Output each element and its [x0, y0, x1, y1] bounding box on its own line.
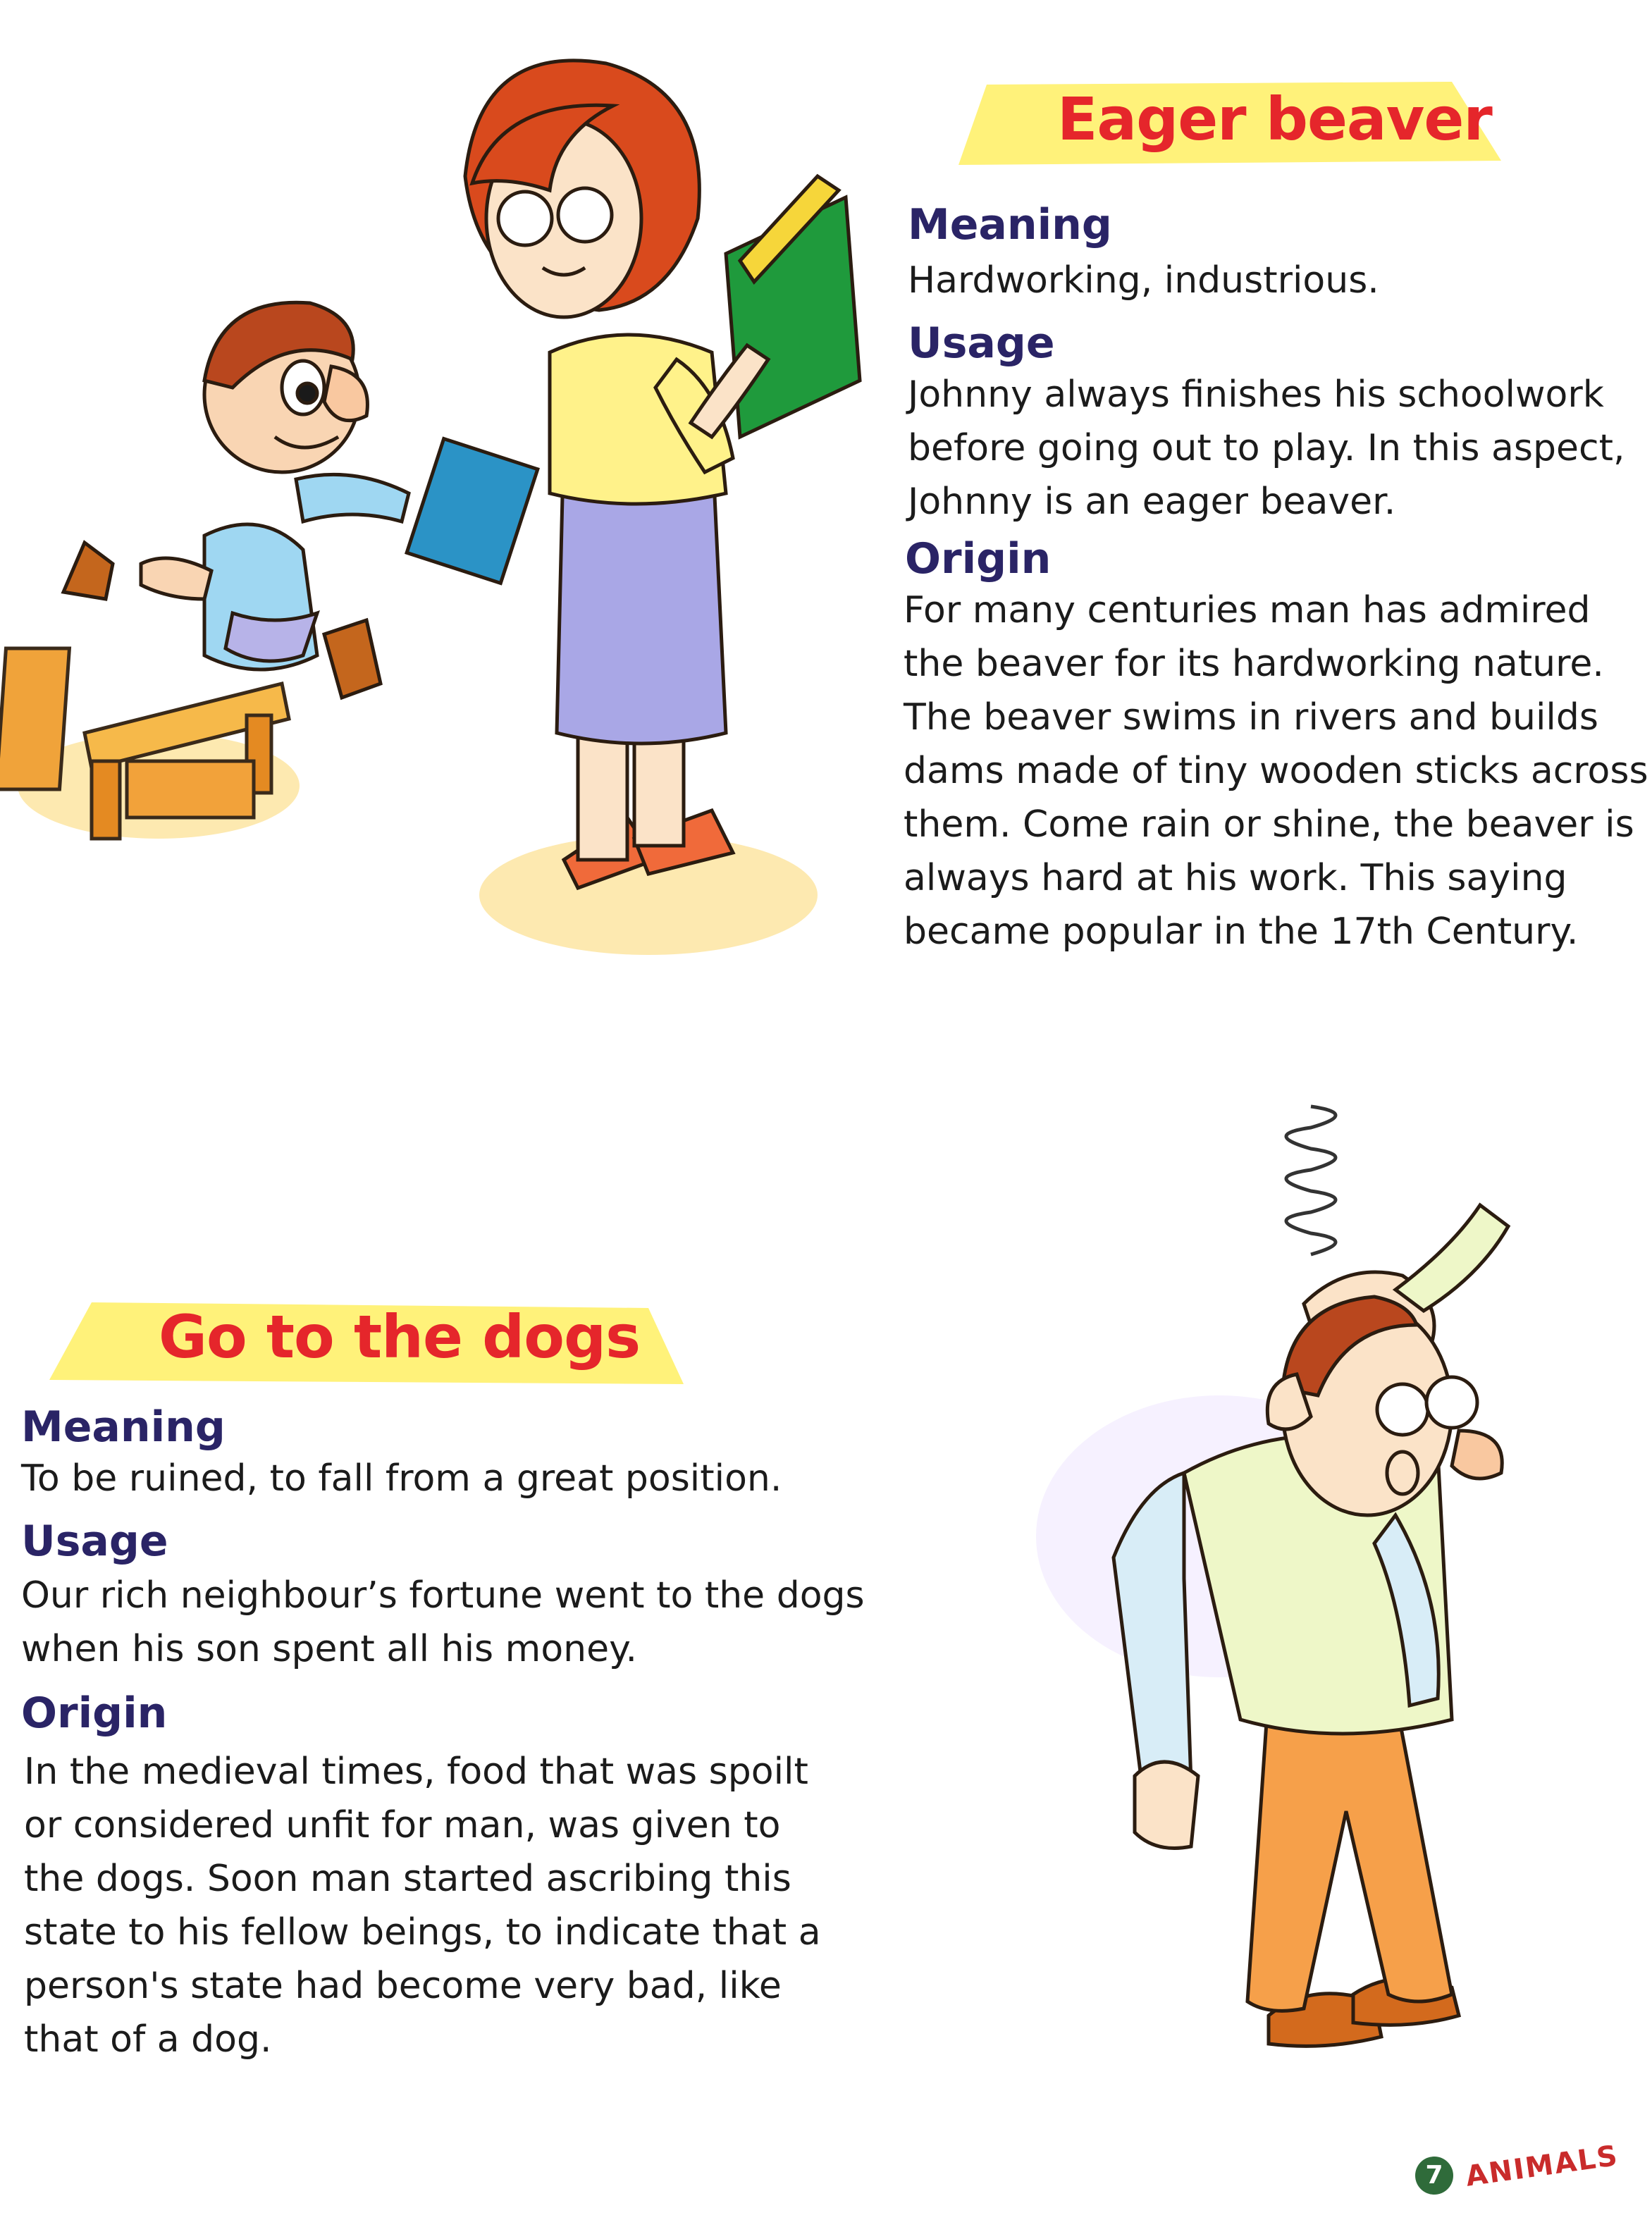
usage-line: when his son spent all his money. — [21, 1628, 637, 1670]
usage-heading-2: Usage — [21, 1517, 168, 1566]
page-number-badge — [1415, 2157, 1453, 2195]
page-number: 7 — [1425, 2161, 1443, 2190]
meaning-heading-2: Meaning — [21, 1402, 226, 1452]
origin-line: or considered unfit for man, was given to — [24, 1804, 781, 1846]
origin-line: that of a dog. — [24, 2018, 272, 2061]
origin-heading-2: Origin — [21, 1689, 168, 1738]
origin-line: state to his fellow beings, to indicate that a — [24, 1911, 821, 1954]
usage-line: before going out to play. In this aspect, — [908, 427, 1625, 469]
illustration-man-with-sore-back — [973, 1078, 1607, 2093]
origin-line: For many centuries man has admired — [904, 589, 1591, 631]
meaning-text-2: To be ruined, to fall from a great position. — [21, 1457, 782, 1500]
meaning-text-1: Hardworking, industrious. — [908, 259, 1379, 302]
origin-line: the beaver for its hardworking nature. — [904, 643, 1604, 685]
origin-line: In the medieval times, food that was spoilt — [24, 1751, 808, 1793]
origin-heading-1: Origin — [905, 534, 1052, 584]
origin-line: dams made of tiny wooden sticks across — [904, 750, 1648, 792]
usage-line: Johnny is an eager beaver. — [908, 481, 1396, 523]
usage-heading-1: Usage — [908, 319, 1055, 368]
origin-line: person's state had become very bad, like — [24, 1965, 782, 2007]
origin-text-2 — [24, 1745, 821, 2066]
usage-text-2 — [21, 1569, 865, 1676]
origin-line: the dogs. Soon man started ascribing this — [24, 1858, 791, 1900]
origin-line: always hard at his work. This saying — [904, 857, 1567, 899]
usage-line: Johnny always finishes his schoolwork — [908, 374, 1604, 416]
origin-line: became popular in the 17th Century. — [904, 911, 1579, 953]
section-title-eager-beaver: Eager beaver — [1057, 85, 1492, 154]
origin-line: The beaver swims in rivers and builds — [904, 696, 1598, 739]
meaning-heading-1: Meaning — [908, 200, 1112, 249]
origin-text-1 — [904, 584, 1648, 958]
section-title-go-to-the-dogs: Go to the dogs — [159, 1302, 641, 1371]
origin-line: them. Come rain or shine, the beaver is — [904, 803, 1634, 846]
usage-text-1 — [908, 368, 1625, 529]
usage-line: Our rich neighbour’s fortune went to the dogs — [21, 1574, 865, 1617]
section-label-animals: ANIMALS — [1463, 2139, 1621, 2193]
illustration-boy-and-teacher — [0, 28, 874, 973]
